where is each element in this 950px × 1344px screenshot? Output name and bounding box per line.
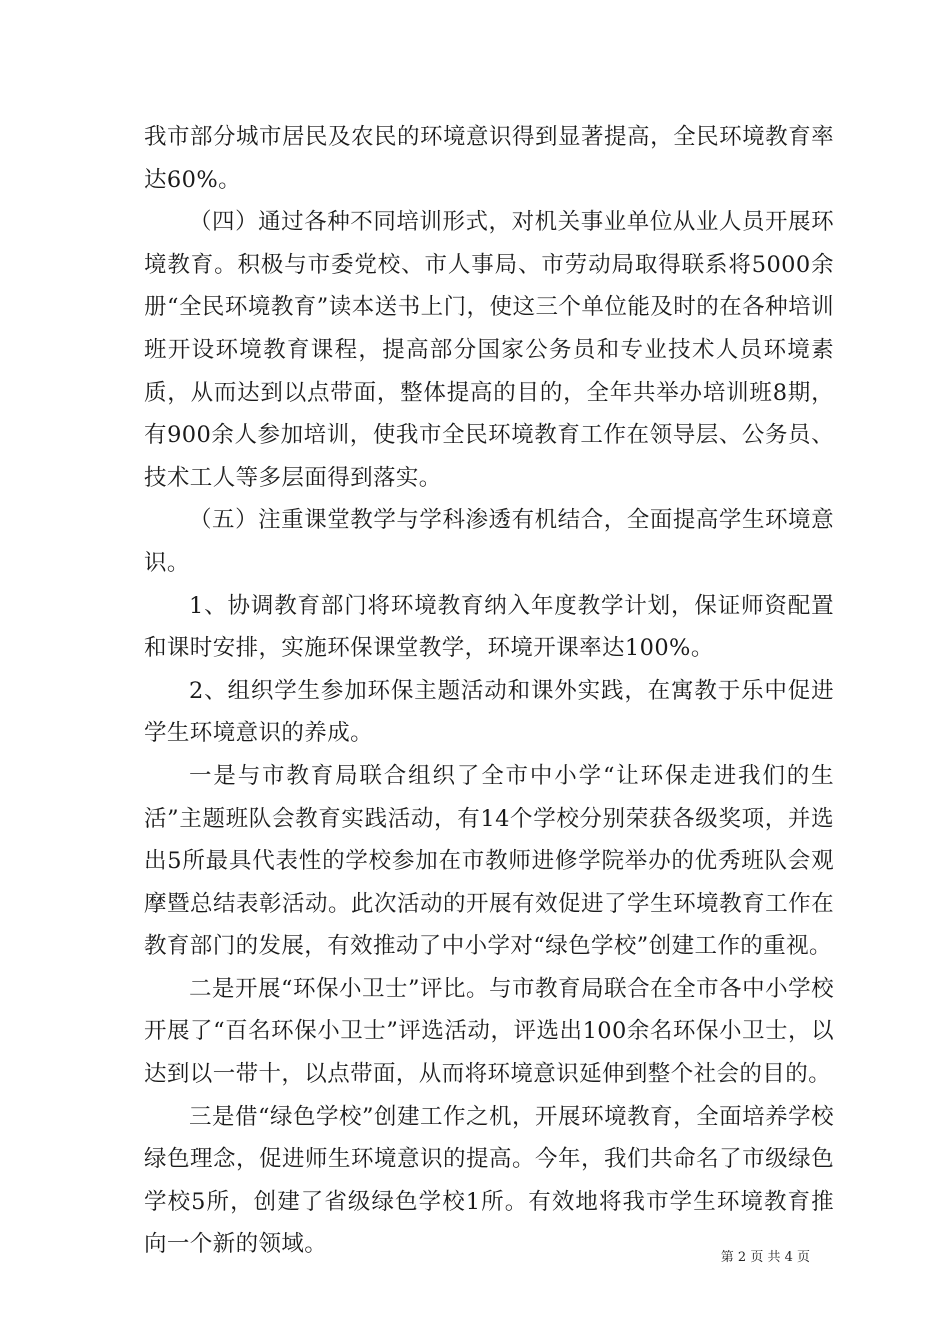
paragraph-item-2: 2、组织学生参加环保主题活动和课外实践，在寓教于乐中促进学生环境意识的养成。 <box>144 677 834 747</box>
paragraph-continuation: 我市部分城市居民及农民的环境意识得到显著提高，全民环境教育率达60%。 <box>144 124 834 193</box>
paragraph-first-activity: 一是与市教育局联合组织了全市中小学“让环保走进我们的生活”主题班队会教育实践活动，有14个学校分别荣获各级奖项，并选出5所最具代表性的学校参加在市教师进修学院举办的优秀班队会观摩暨总结表彰活动。此次活动的开展有效促进了学生环境教育工作在教育部门的发展，有效推动了中小学对“绿色学校”创建工作的重视。 <box>144 762 834 960</box>
page-number-footer: 第 2 页 共 4 页 <box>720 1250 810 1265</box>
document-body <box>144 116 834 1266</box>
paragraph-section-5: （五）注重课堂教学与学科渗透有机结合，全面提高学生环境意识。 <box>144 507 834 576</box>
paragraph-second-activity: 二是开展“环保小卫士”评比。与市教育局联合在全市各中小学校开展了“百名环保小卫士”评选活动，评选出100余名环保小卫士，以达到以一带十，以点带面，从而将环境意识延伸到整个社会的目的。 <box>144 975 834 1088</box>
paragraph-third-activity: 三是借“绿色学校”创建工作之机，开展环境教育，全面培养学校绿色理念，促进师生环境意识的提高。今年，我们共命名了市级绿色学校5所，创建了省级绿色学校1所。有效地将我市学生环境教育推向一个新的领域。 <box>144 1103 834 1258</box>
paragraph-section-4: （四）通过各种不同培训形式，对机关事业单位从业人员开展环境教育。积极与市委党校、市人事局、市劳动局取得联系将5000余册“全民环境教育”读本送书上门，使这三个单位能及时的在各种培训班开设环境教育课程，提高部分国家公务员和专业技术人员环境素质，从而达到以点带面，整体提高的目的，全年共举办培训班8期，有900余人参加培训，使我市全民环境教育工作在领导层、公务员、技术工人等多层面得到落实。 <box>144 209 834 491</box>
paragraph-item-1: 1、协调教育部门将环境教育纳入年度教学计划，保证师资配置和课时安排，实施环保课堂教学，环境开课率达100%。 <box>144 592 834 662</box>
